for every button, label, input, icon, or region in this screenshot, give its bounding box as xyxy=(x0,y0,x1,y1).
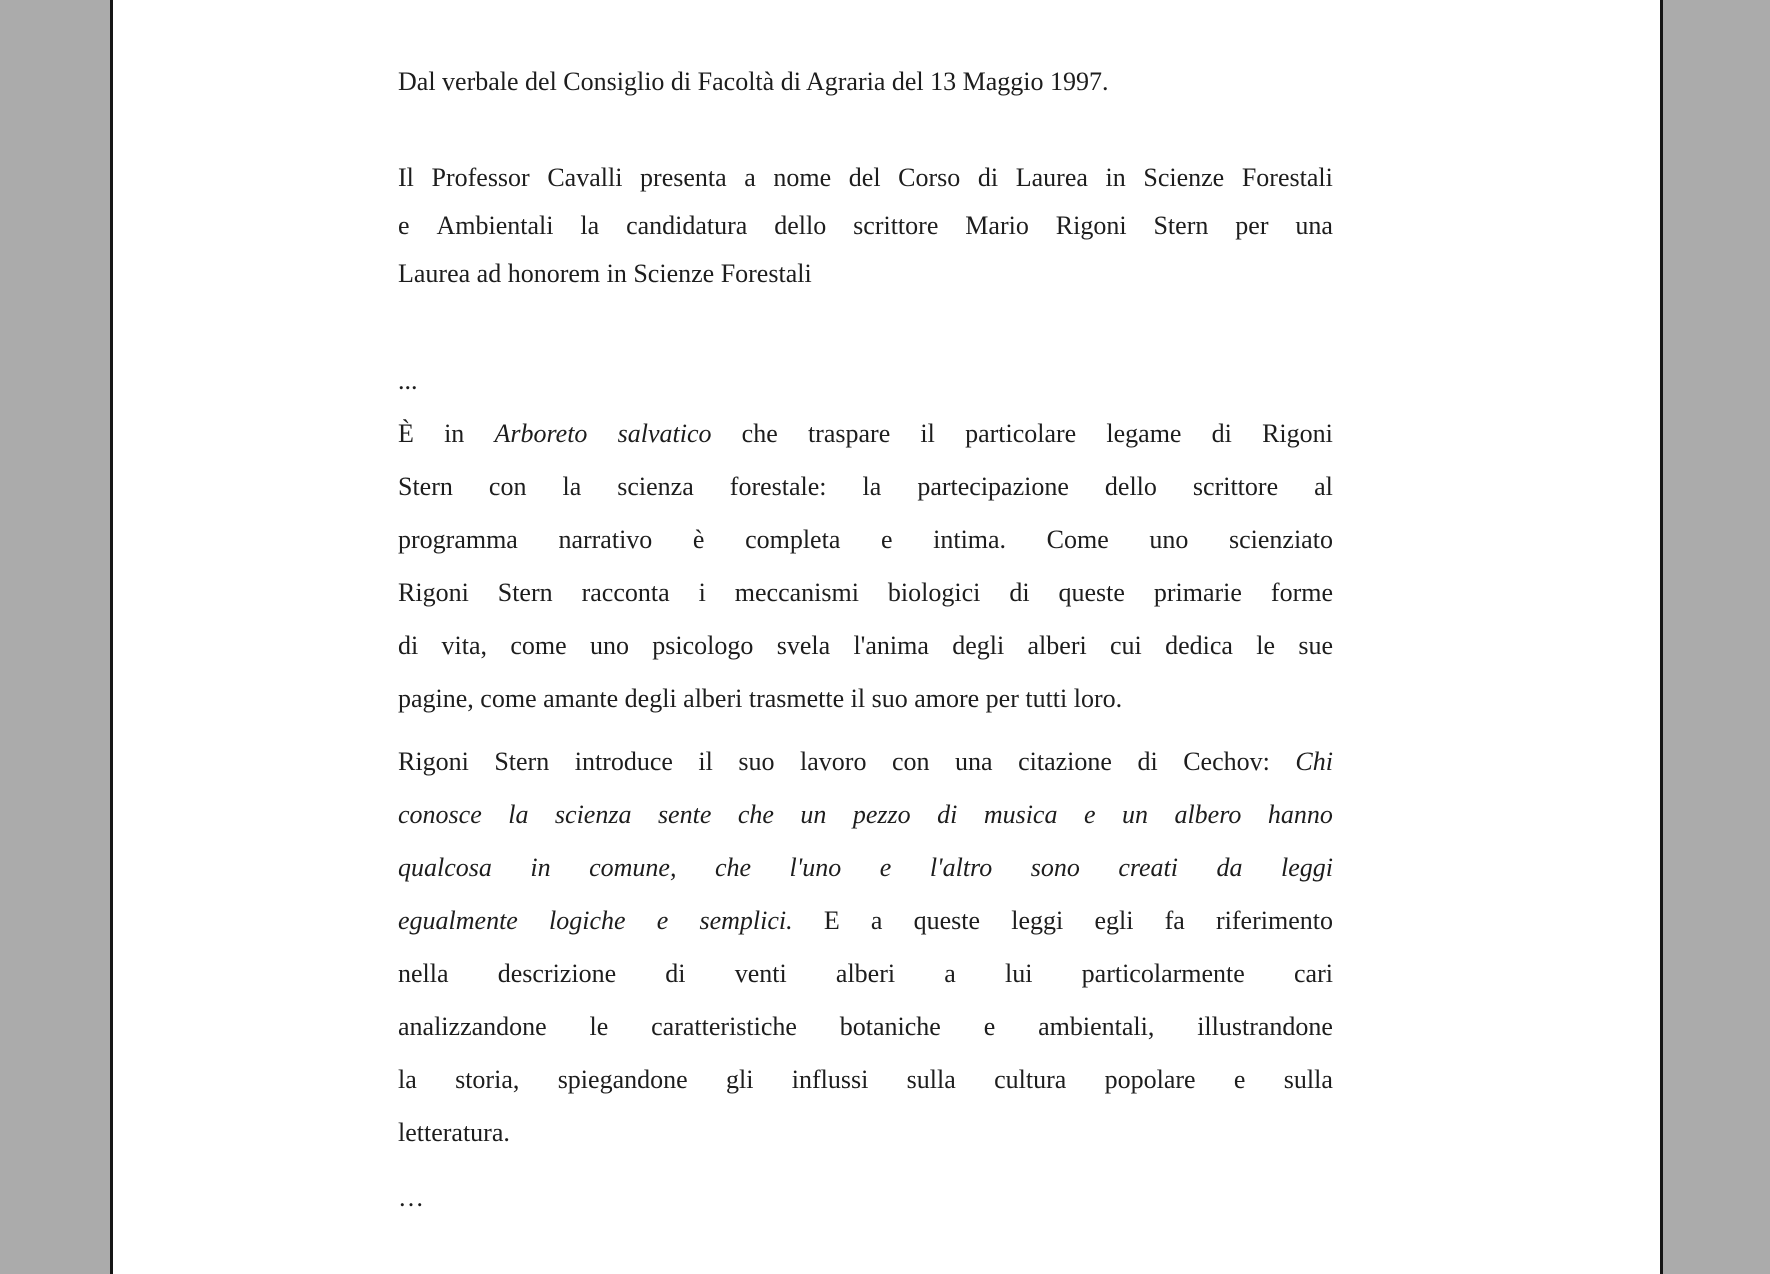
word: l'anima xyxy=(853,631,929,660)
word: il xyxy=(920,419,935,448)
word: la xyxy=(580,211,600,240)
word: forme xyxy=(1270,578,1333,607)
text-line xyxy=(398,788,1333,841)
word: Rigoni xyxy=(1055,211,1127,240)
word: in xyxy=(444,419,465,448)
text-line: ... xyxy=(398,366,418,395)
word: scrittore xyxy=(853,211,939,240)
word: completa xyxy=(745,525,841,554)
word: e xyxy=(398,211,410,240)
word: e xyxy=(983,1012,996,1041)
word: forestale: xyxy=(729,472,827,501)
word: scienziato xyxy=(1229,525,1333,554)
word: candidatura xyxy=(626,211,748,240)
word: Cechov: xyxy=(1183,747,1270,776)
word: scrittore xyxy=(1192,472,1279,501)
word: musica xyxy=(983,800,1058,829)
word: pezzo xyxy=(852,800,911,829)
word: conosce xyxy=(398,800,482,829)
document-text-column xyxy=(398,0,1333,1224)
word: meccanismi xyxy=(734,578,859,607)
text-line xyxy=(398,841,1333,894)
word: intima. xyxy=(933,525,1007,554)
paragraph-arboreto-salvatico xyxy=(398,407,1333,725)
word: l'uno xyxy=(789,853,842,882)
word: Forestali xyxy=(1241,163,1333,192)
word: del xyxy=(848,163,881,192)
word: di xyxy=(977,163,999,192)
word: a xyxy=(870,906,883,935)
word: che xyxy=(737,800,774,829)
text-line xyxy=(398,513,1333,566)
word: in xyxy=(530,853,551,882)
text-line xyxy=(398,735,1333,788)
word: Corso xyxy=(898,163,961,192)
word: come xyxy=(510,631,567,660)
word: Mario xyxy=(965,211,1029,240)
text-line xyxy=(398,250,1333,298)
word: dedica xyxy=(1165,631,1233,660)
word: Rigoni xyxy=(1262,419,1333,448)
heading-line xyxy=(398,55,1333,108)
word: racconta xyxy=(581,578,670,607)
word: di xyxy=(1137,747,1158,776)
word: le xyxy=(1256,631,1276,660)
word: sue xyxy=(1298,631,1333,660)
text-line: Dal verbale del Consiglio di Facoltà di Agraria del 13 Maggio 1997. xyxy=(398,67,1109,96)
word: egualmente xyxy=(398,906,518,935)
word: Stern xyxy=(494,747,550,776)
word: sulla xyxy=(1283,1065,1333,1094)
word: la xyxy=(508,800,529,829)
word: salvatico xyxy=(617,419,712,448)
word: la xyxy=(398,1065,417,1094)
word: creati xyxy=(1118,853,1178,882)
word: suo xyxy=(738,747,775,776)
text-line xyxy=(398,154,1333,202)
word: partecipazione xyxy=(917,472,1069,501)
word: egli xyxy=(1094,906,1134,935)
word: cari xyxy=(1293,959,1333,988)
word: comune, xyxy=(589,853,677,882)
word: cultura xyxy=(994,1065,1067,1094)
word: spiegandone xyxy=(557,1065,688,1094)
word: qualcosa xyxy=(398,853,492,882)
text-line: … xyxy=(398,1183,424,1212)
text-line xyxy=(398,407,1333,460)
word: queste xyxy=(913,906,981,935)
word: Professor xyxy=(431,163,530,192)
text-line xyxy=(398,947,1333,1000)
word: sono xyxy=(1030,853,1080,882)
text: Laurea ad honorem in Scienze Forestali xyxy=(398,259,812,288)
word: descrizione xyxy=(497,959,617,988)
word: nella xyxy=(398,959,449,988)
word: alberi xyxy=(835,959,896,988)
word: svela xyxy=(776,631,831,660)
word: Cavalli xyxy=(547,163,623,192)
word: che xyxy=(741,419,778,448)
word: uno xyxy=(589,631,629,660)
word: dello xyxy=(774,211,827,240)
word: un xyxy=(800,800,827,829)
word: di xyxy=(937,800,958,829)
word: degli xyxy=(952,631,1005,660)
word: leggi xyxy=(1011,906,1064,935)
word: particolare xyxy=(965,419,1077,448)
word: popolare xyxy=(1104,1065,1196,1094)
text-line xyxy=(398,1053,1333,1106)
word: Il xyxy=(398,163,414,192)
word: uno xyxy=(1149,525,1189,554)
word: e xyxy=(1233,1065,1246,1094)
word: Chi xyxy=(1295,747,1333,776)
word: da xyxy=(1216,853,1243,882)
text-line xyxy=(398,566,1333,619)
word: botaniche xyxy=(839,1012,941,1041)
word: Laurea xyxy=(1015,163,1088,192)
word: il xyxy=(698,747,713,776)
word: riferimento xyxy=(1216,906,1333,935)
word: Arboreto xyxy=(494,419,588,448)
word: di xyxy=(1009,578,1030,607)
word: albero xyxy=(1174,800,1242,829)
word: dello xyxy=(1104,472,1157,501)
text-line xyxy=(398,672,1333,725)
word: la xyxy=(862,472,882,501)
word: nome xyxy=(773,163,832,192)
word: e xyxy=(880,525,893,554)
word: i xyxy=(698,578,706,607)
word: Rigoni xyxy=(398,578,469,607)
word: logiche xyxy=(549,906,626,935)
paragraph-citazione-cechov xyxy=(398,735,1333,1159)
word: di xyxy=(1211,419,1232,448)
word: lavoro xyxy=(800,747,867,776)
text-line xyxy=(398,894,1333,947)
word: particolarmente xyxy=(1081,959,1245,988)
text-line xyxy=(398,1000,1333,1053)
word: caratteristiche xyxy=(651,1012,797,1041)
word: per xyxy=(1235,211,1269,240)
word: semplici. xyxy=(699,906,793,935)
word: illustrandone xyxy=(1197,1012,1333,1041)
word: con xyxy=(488,472,527,501)
word: Rigoni xyxy=(398,747,469,776)
word: analizzandone xyxy=(398,1012,547,1041)
word: storia, xyxy=(455,1065,520,1094)
word: a xyxy=(944,959,956,988)
word: e xyxy=(879,853,892,882)
word: influssi xyxy=(791,1065,869,1094)
word: presenta xyxy=(640,163,727,192)
word: è xyxy=(692,525,705,554)
word: È xyxy=(398,419,414,448)
word: vita, xyxy=(441,631,488,660)
word: E xyxy=(823,906,840,935)
word: psicologo xyxy=(652,631,754,660)
word: leggi xyxy=(1280,853,1333,882)
word: di xyxy=(665,959,686,988)
word: Come xyxy=(1046,525,1109,554)
word: traspare xyxy=(807,419,891,448)
text: letteratura. xyxy=(398,1118,510,1147)
word: a xyxy=(744,163,756,192)
text-line xyxy=(398,202,1333,250)
document-page xyxy=(110,0,1663,1274)
word: narrativo xyxy=(558,525,653,554)
word: l'altro xyxy=(929,853,993,882)
word: Stern xyxy=(1153,211,1209,240)
word: con xyxy=(891,747,930,776)
word: venti xyxy=(734,959,787,988)
text-line xyxy=(398,460,1333,513)
word: le xyxy=(589,1012,609,1041)
word: cui xyxy=(1110,631,1142,660)
word: Stern xyxy=(398,472,453,501)
ellipsis-line xyxy=(398,354,1333,407)
ellipsis-line xyxy=(398,1171,1333,1224)
word: sulla xyxy=(906,1065,956,1094)
word: primarie xyxy=(1153,578,1242,607)
word: e xyxy=(656,906,669,935)
word: al xyxy=(1314,472,1333,501)
word: hanno xyxy=(1267,800,1333,829)
word: sente xyxy=(657,800,712,829)
word: in xyxy=(1105,163,1126,192)
word: una xyxy=(955,747,993,776)
word: introduce xyxy=(574,747,673,776)
word: lui xyxy=(1005,959,1033,988)
word: programma xyxy=(398,525,518,554)
word: biologici xyxy=(887,578,981,607)
word: ambientali, xyxy=(1038,1012,1155,1041)
word: alberi xyxy=(1027,631,1087,660)
word: Scienze xyxy=(1143,163,1225,192)
word: queste xyxy=(1058,578,1125,607)
word: di xyxy=(398,631,419,660)
word: una xyxy=(1295,211,1333,240)
text-line xyxy=(398,619,1333,672)
word: Ambientali xyxy=(436,211,554,240)
word: scienza xyxy=(554,800,632,829)
word: fa xyxy=(1164,906,1185,935)
text-line xyxy=(398,1106,1333,1159)
word: legame xyxy=(1106,419,1182,448)
word: la xyxy=(562,472,582,501)
word: gli xyxy=(725,1065,754,1094)
word: che xyxy=(714,853,752,882)
text: pagine, come amante degli alberi trasmette il suo amore per tutti loro. xyxy=(398,684,1123,713)
word: un xyxy=(1121,800,1148,829)
word: e xyxy=(1083,800,1096,829)
word: Stern xyxy=(497,578,553,607)
word: scienza xyxy=(617,472,694,501)
paragraph-candidatura xyxy=(398,154,1333,298)
word: citazione xyxy=(1018,747,1112,776)
